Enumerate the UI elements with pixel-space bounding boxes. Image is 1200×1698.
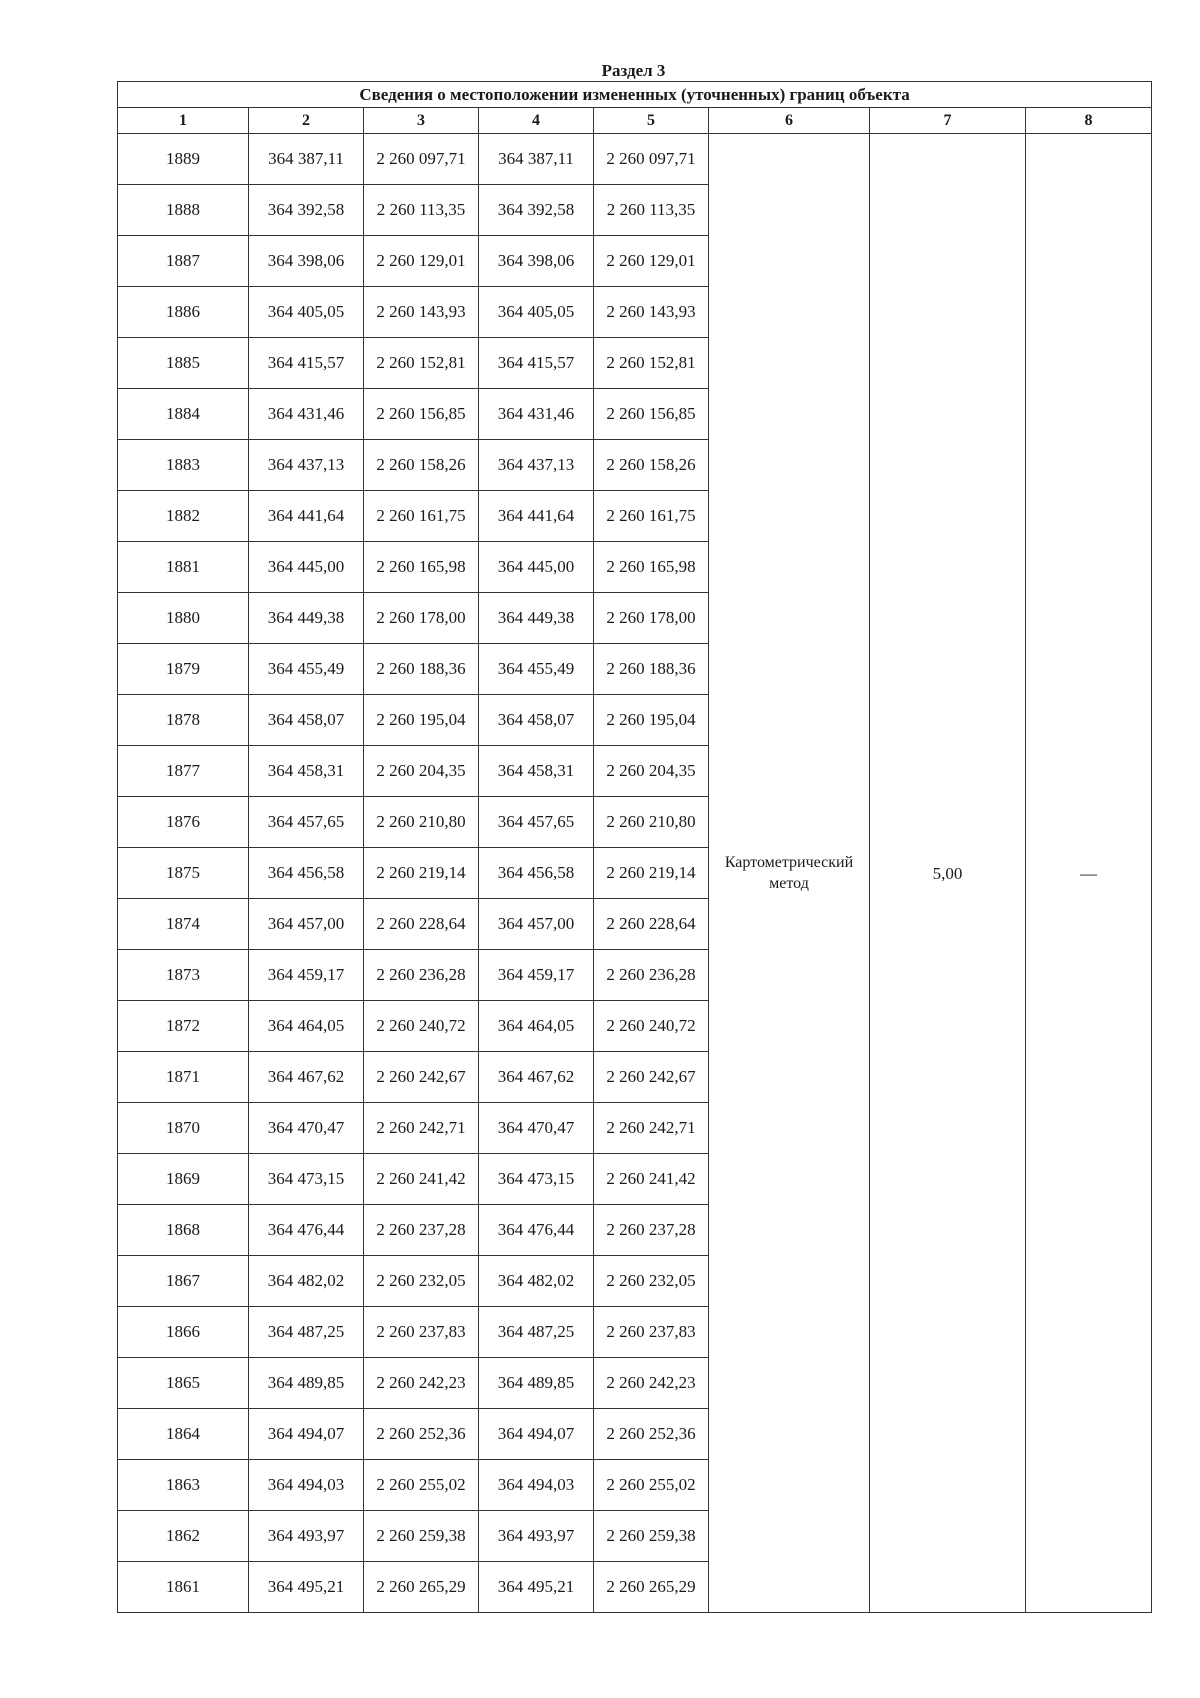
y-refined-cell: 2 260 143,93 <box>594 287 709 338</box>
x-refined-cell: 364 456,58 <box>479 848 594 899</box>
x-existing-cell: 364 392,58 <box>249 185 364 236</box>
point-number-cell: 1880 <box>118 593 249 644</box>
y-existing-cell: 2 260 143,93 <box>364 287 479 338</box>
y-refined-cell: 2 260 158,26 <box>594 440 709 491</box>
y-refined-cell: 2 260 265,29 <box>594 1562 709 1613</box>
point-number-cell: 1861 <box>118 1562 249 1613</box>
x-refined-cell: 364 415,57 <box>479 338 594 389</box>
x-refined-cell: 364 449,38 <box>479 593 594 644</box>
y-existing-cell: 2 260 241,42 <box>364 1154 479 1205</box>
column-number: 4 <box>479 108 594 134</box>
x-existing-cell: 364 405,05 <box>249 287 364 338</box>
x-existing-cell: 364 445,00 <box>249 542 364 593</box>
point-number-cell: 1870 <box>118 1103 249 1154</box>
x-refined-cell: 364 470,47 <box>479 1103 594 1154</box>
description-cell: — <box>1026 134 1152 1613</box>
x-existing-cell: 364 487,25 <box>249 1307 364 1358</box>
y-refined-cell: 2 260 219,14 <box>594 848 709 899</box>
x-existing-cell: 364 476,44 <box>249 1205 364 1256</box>
point-number-cell: 1887 <box>118 236 249 287</box>
y-refined-cell: 2 260 156,85 <box>594 389 709 440</box>
x-existing-cell: 364 459,17 <box>249 950 364 1001</box>
y-existing-cell: 2 260 178,00 <box>364 593 479 644</box>
y-existing-cell: 2 260 259,38 <box>364 1511 479 1562</box>
point-number-cell: 1883 <box>118 440 249 491</box>
y-refined-cell: 2 260 228,64 <box>594 899 709 950</box>
x-existing-cell: 364 494,07 <box>249 1409 364 1460</box>
x-existing-cell: 364 457,00 <box>249 899 364 950</box>
x-existing-cell: 364 464,05 <box>249 1001 364 1052</box>
point-number-cell: 1889 <box>118 134 249 185</box>
y-refined-cell: 2 260 242,23 <box>594 1358 709 1409</box>
y-refined-cell: 2 260 152,81 <box>594 338 709 389</box>
x-refined-cell: 364 437,13 <box>479 440 594 491</box>
y-existing-cell: 2 260 161,75 <box>364 491 479 542</box>
y-existing-cell: 2 260 242,23 <box>364 1358 479 1409</box>
column-number: 7 <box>870 108 1026 134</box>
point-number-cell: 1885 <box>118 338 249 389</box>
y-existing-cell: 2 260 255,02 <box>364 1460 479 1511</box>
x-existing-cell: 364 398,06 <box>249 236 364 287</box>
x-existing-cell: 364 467,62 <box>249 1052 364 1103</box>
y-refined-cell: 2 260 178,00 <box>594 593 709 644</box>
y-refined-cell: 2 260 236,28 <box>594 950 709 1001</box>
y-refined-cell: 2 260 237,83 <box>594 1307 709 1358</box>
x-existing-cell: 364 458,07 <box>249 695 364 746</box>
x-refined-cell: 364 457,65 <box>479 797 594 848</box>
y-existing-cell: 2 260 240,72 <box>364 1001 479 1052</box>
point-number-cell: 1867 <box>118 1256 249 1307</box>
y-existing-cell: 2 260 237,83 <box>364 1307 479 1358</box>
y-existing-cell: 2 260 232,05 <box>364 1256 479 1307</box>
point-number-cell: 1869 <box>118 1154 249 1205</box>
table-body <box>118 134 1152 1613</box>
x-existing-cell: 364 387,11 <box>249 134 364 185</box>
y-refined-cell: 2 260 165,98 <box>594 542 709 593</box>
y-existing-cell: 2 260 165,98 <box>364 542 479 593</box>
table-caption: Сведения о местоположении измененных (уточненных) границ объекта <box>118 82 1152 108</box>
x-refined-cell: 364 493,97 <box>479 1511 594 1562</box>
y-refined-cell: 2 260 097,71 <box>594 134 709 185</box>
point-number-cell: 1862 <box>118 1511 249 1562</box>
y-refined-cell: 2 260 195,04 <box>594 695 709 746</box>
y-existing-cell: 2 260 236,28 <box>364 950 479 1001</box>
boundary-table <box>117 81 1152 1613</box>
x-refined-cell: 364 482,02 <box>479 1256 594 1307</box>
x-refined-cell: 364 457,00 <box>479 899 594 950</box>
x-existing-cell: 364 456,58 <box>249 848 364 899</box>
x-refined-cell: 364 487,25 <box>479 1307 594 1358</box>
x-refined-cell: 364 467,62 <box>479 1052 594 1103</box>
x-refined-cell: 364 464,05 <box>479 1001 594 1052</box>
x-refined-cell: 364 431,46 <box>479 389 594 440</box>
point-number-cell: 1863 <box>118 1460 249 1511</box>
x-refined-cell: 364 458,31 <box>479 746 594 797</box>
point-number-cell: 1865 <box>118 1358 249 1409</box>
point-number-cell: 1875 <box>118 848 249 899</box>
x-refined-cell: 364 392,58 <box>479 185 594 236</box>
point-number-cell: 1888 <box>118 185 249 236</box>
y-refined-cell: 2 260 241,42 <box>594 1154 709 1205</box>
section-title: Раздел 3 <box>601 61 666 80</box>
point-number-cell: 1882 <box>118 491 249 542</box>
point-number-cell: 1864 <box>118 1409 249 1460</box>
x-refined-cell: 364 494,07 <box>479 1409 594 1460</box>
x-refined-cell: 364 494,03 <box>479 1460 594 1511</box>
y-refined-cell: 2 260 255,02 <box>594 1460 709 1511</box>
x-refined-cell: 364 387,11 <box>479 134 594 185</box>
column-number: 2 <box>249 108 364 134</box>
x-existing-cell: 364 494,03 <box>249 1460 364 1511</box>
y-existing-cell: 2 260 129,01 <box>364 236 479 287</box>
x-refined-cell: 364 495,21 <box>479 1562 594 1613</box>
y-refined-cell: 2 260 161,75 <box>594 491 709 542</box>
x-existing-cell: 364 470,47 <box>249 1103 364 1154</box>
point-number-cell: 1881 <box>118 542 249 593</box>
x-existing-cell: 364 455,49 <box>249 644 364 695</box>
x-refined-cell: 364 458,07 <box>479 695 594 746</box>
point-number-cell: 1874 <box>118 899 249 950</box>
y-existing-cell: 2 260 265,29 <box>364 1562 479 1613</box>
y-refined-cell: 2 260 242,67 <box>594 1052 709 1103</box>
y-refined-cell: 2 260 113,35 <box>594 185 709 236</box>
x-existing-cell: 364 457,65 <box>249 797 364 848</box>
x-existing-cell: 364 482,02 <box>249 1256 364 1307</box>
x-refined-cell: 364 473,15 <box>479 1154 594 1205</box>
y-refined-cell: 2 260 252,36 <box>594 1409 709 1460</box>
column-number: 5 <box>594 108 709 134</box>
point-number-cell: 1877 <box>118 746 249 797</box>
y-existing-cell: 2 260 242,71 <box>364 1103 479 1154</box>
y-existing-cell: 2 260 228,64 <box>364 899 479 950</box>
y-existing-cell: 2 260 156,85 <box>364 389 479 440</box>
x-existing-cell: 364 495,21 <box>249 1562 364 1613</box>
x-refined-cell: 364 445,00 <box>479 542 594 593</box>
y-refined-cell: 2 260 188,36 <box>594 644 709 695</box>
y-existing-cell: 2 260 152,81 <box>364 338 479 389</box>
x-existing-cell: 364 489,85 <box>249 1358 364 1409</box>
y-existing-cell: 2 260 237,28 <box>364 1205 479 1256</box>
x-existing-cell: 364 458,31 <box>249 746 364 797</box>
y-existing-cell: 2 260 188,36 <box>364 644 479 695</box>
point-number-cell: 1879 <box>118 644 249 695</box>
column-number-row <box>118 108 1152 134</box>
x-refined-cell: 364 489,85 <box>479 1358 594 1409</box>
y-existing-cell: 2 260 210,80 <box>364 797 479 848</box>
point-number-cell: 1868 <box>118 1205 249 1256</box>
method-cell: Картометрический метод <box>709 134 870 1613</box>
y-existing-cell: 2 260 219,14 <box>364 848 479 899</box>
point-number-cell: 1872 <box>118 1001 249 1052</box>
x-refined-cell: 364 476,44 <box>479 1205 594 1256</box>
x-refined-cell: 364 455,49 <box>479 644 594 695</box>
y-existing-cell: 2 260 097,71 <box>364 134 479 185</box>
table-row <box>118 134 1152 185</box>
caption-row <box>118 82 1152 108</box>
y-existing-cell: 2 260 252,36 <box>364 1409 479 1460</box>
y-existing-cell: 2 260 158,26 <box>364 440 479 491</box>
x-existing-cell: 364 431,46 <box>249 389 364 440</box>
y-refined-cell: 2 260 204,35 <box>594 746 709 797</box>
x-refined-cell: 364 459,17 <box>479 950 594 1001</box>
x-refined-cell: 364 398,06 <box>479 236 594 287</box>
point-number-cell: 1871 <box>118 1052 249 1103</box>
y-existing-cell: 2 260 113,35 <box>364 185 479 236</box>
x-existing-cell: 364 449,38 <box>249 593 364 644</box>
column-number: 1 <box>118 108 249 134</box>
y-refined-cell: 2 260 210,80 <box>594 797 709 848</box>
y-existing-cell: 2 260 242,67 <box>364 1052 479 1103</box>
x-refined-cell: 364 441,64 <box>479 491 594 542</box>
y-refined-cell: 2 260 232,05 <box>594 1256 709 1307</box>
point-number-cell: 1866 <box>118 1307 249 1358</box>
column-number: 8 <box>1026 108 1152 134</box>
x-existing-cell: 364 473,15 <box>249 1154 364 1205</box>
point-number-cell: 1876 <box>118 797 249 848</box>
point-number-cell: 1873 <box>118 950 249 1001</box>
column-number: 6 <box>709 108 870 134</box>
y-refined-cell: 2 260 259,38 <box>594 1511 709 1562</box>
y-existing-cell: 2 260 195,04 <box>364 695 479 746</box>
accuracy-cell: 5,00 <box>870 134 1026 1613</box>
y-existing-cell: 2 260 204,35 <box>364 746 479 797</box>
x-refined-cell: 364 405,05 <box>479 287 594 338</box>
point-number-cell: 1886 <box>118 287 249 338</box>
y-refined-cell: 2 260 242,71 <box>594 1103 709 1154</box>
column-number: 3 <box>364 108 479 134</box>
x-existing-cell: 364 441,64 <box>249 491 364 542</box>
point-number-cell: 1884 <box>118 389 249 440</box>
point-number-cell: 1878 <box>118 695 249 746</box>
y-refined-cell: 2 260 240,72 <box>594 1001 709 1052</box>
x-existing-cell: 364 415,57 <box>249 338 364 389</box>
y-refined-cell: 2 260 129,01 <box>594 236 709 287</box>
x-existing-cell: 364 493,97 <box>249 1511 364 1562</box>
y-refined-cell: 2 260 237,28 <box>594 1205 709 1256</box>
x-existing-cell: 364 437,13 <box>249 440 364 491</box>
